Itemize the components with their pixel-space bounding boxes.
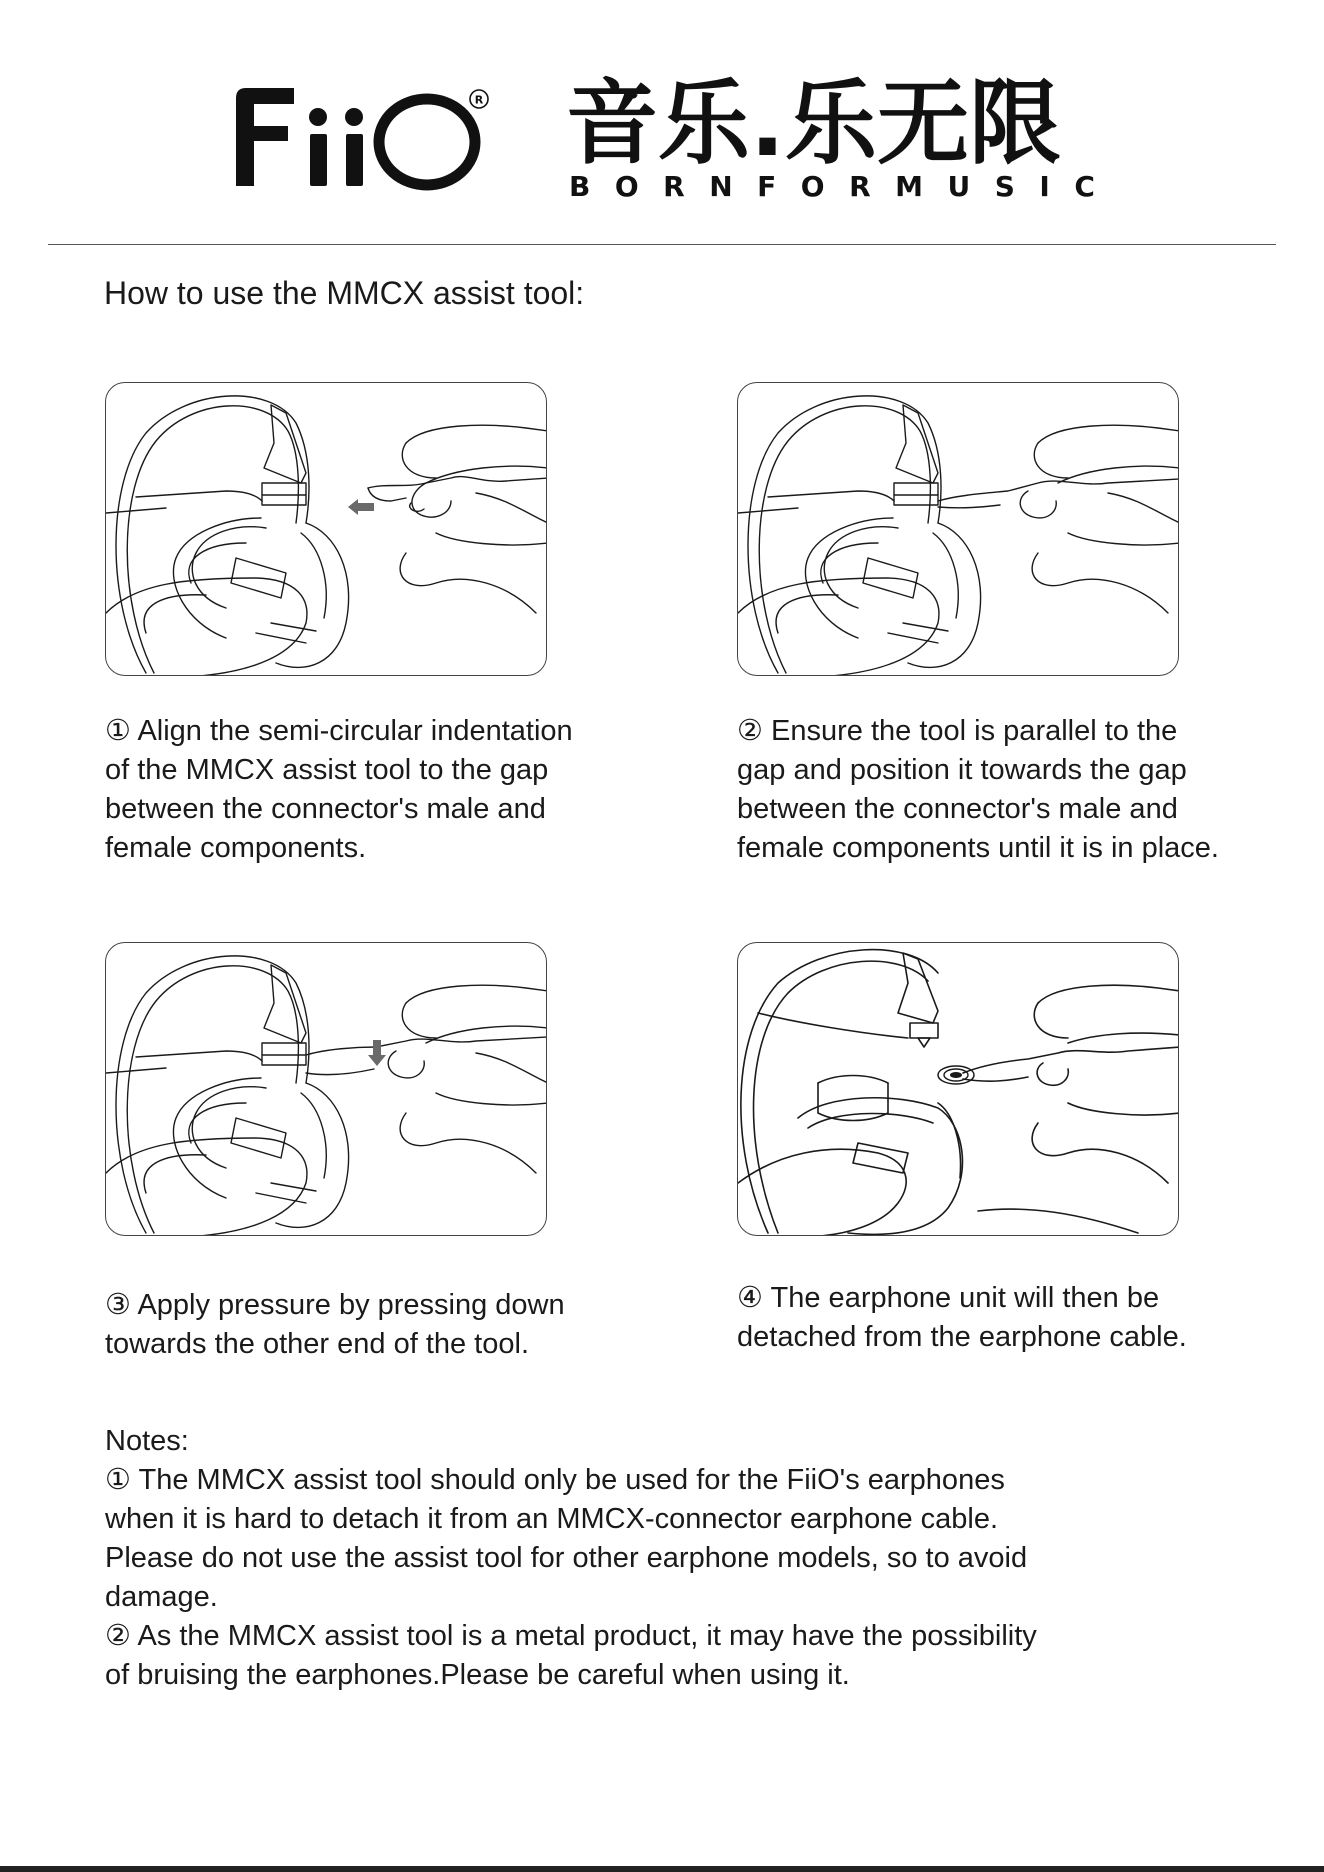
step-line: ④ The earphone unit will then be <box>737 1282 1160 1314</box>
notes-line: ② As the MMCX assist tool is a metal product, it may have the possibility <box>105 1620 1037 1652</box>
step-line: between the connector's male and <box>105 793 546 825</box>
notes-line: damage. <box>105 1581 218 1613</box>
step-1-illustration <box>105 382 547 676</box>
notes-section <box>105 1422 1037 1695</box>
down-arrow-icon <box>106 943 547 1236</box>
step-1-text <box>105 712 573 868</box>
step-line: ② Ensure the tool is parallel to the <box>737 715 1178 747</box>
step-line: female components until it is in place. <box>737 832 1219 864</box>
notes-line: of bruising the earphones.Please be careful when using it. <box>105 1659 850 1691</box>
step-line: between the connector's male and <box>737 793 1178 825</box>
header-divider <box>48 244 1276 245</box>
slogan-chinese: 音乐.乐无限 <box>566 70 1061 177</box>
left-arrow-icon <box>106 383 547 676</box>
step-line: of the MMCX assist tool to the gap <box>105 754 549 786</box>
svg-text:R: R <box>474 93 484 107</box>
notes-line: ① The MMCX assist tool should only be used for the FiiO's earphones <box>105 1464 1005 1496</box>
step-4-text <box>737 1279 1187 1357</box>
step-2-text <box>737 712 1219 868</box>
step-line: ③ Apply pressure by pressing down <box>105 1289 565 1321</box>
bottom-border <box>0 1866 1324 1872</box>
notes-title: Notes: <box>105 1425 189 1457</box>
step-line: gap and position it towards the gap <box>737 754 1187 786</box>
step-line: towards the other end of the tool. <box>105 1328 529 1360</box>
notes-line: when it is hard to detach it from an MMCX-connector earphone cable. <box>105 1503 999 1535</box>
step-2-illustration <box>737 382 1179 676</box>
step-line: detached from the earphone cable. <box>737 1321 1187 1353</box>
notes-line: Please do not use the assist tool for other earphone models, so to avoid <box>105 1542 1028 1574</box>
mmcx-socket-icon <box>738 943 1179 1236</box>
step-3-text <box>105 1286 565 1364</box>
step-3-illustration <box>105 942 547 1236</box>
fiio-logo <box>232 82 494 192</box>
step-line: ① Align the semi-circular indentation <box>105 715 573 747</box>
slogan-english: BORNFORMUSIC <box>569 170 1120 203</box>
step-line: female components. <box>105 832 367 864</box>
step-4-illustration <box>737 942 1179 1236</box>
page-title: How to use the MMCX assist tool: <box>104 275 585 311</box>
